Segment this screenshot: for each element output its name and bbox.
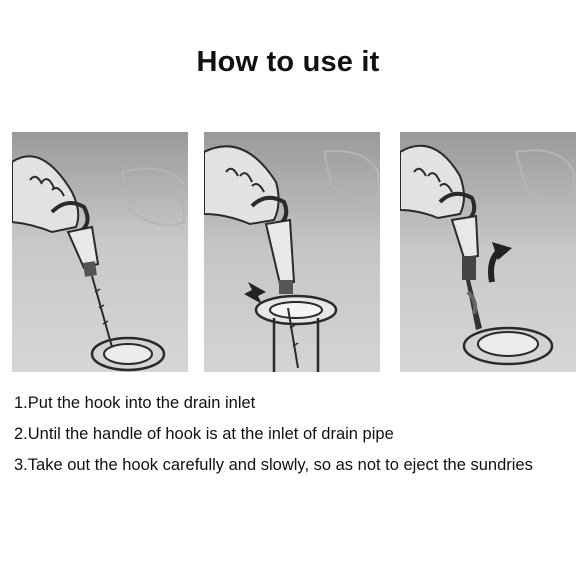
step-text: Take out the hook carefully and slowly, so as not to eject the sundries (27, 456, 533, 474)
step-text: Until the handle of hook is at the inlet of drain pipe (27, 425, 394, 443)
step-item (14, 456, 564, 475)
illustration-step-1 (12, 132, 188, 372)
step-number: 2. (14, 425, 28, 443)
step-number: 3. (14, 456, 28, 474)
step-item (14, 394, 564, 413)
step-item (14, 425, 564, 444)
step-text: Put the hook into the drain inlet (27, 394, 256, 412)
step-number: 1. (14, 394, 28, 412)
illustration-step-2 (204, 132, 380, 372)
illustration-step-3 (400, 132, 576, 372)
instruction-steps (14, 394, 564, 487)
page-title: How to use it (196, 46, 380, 78)
